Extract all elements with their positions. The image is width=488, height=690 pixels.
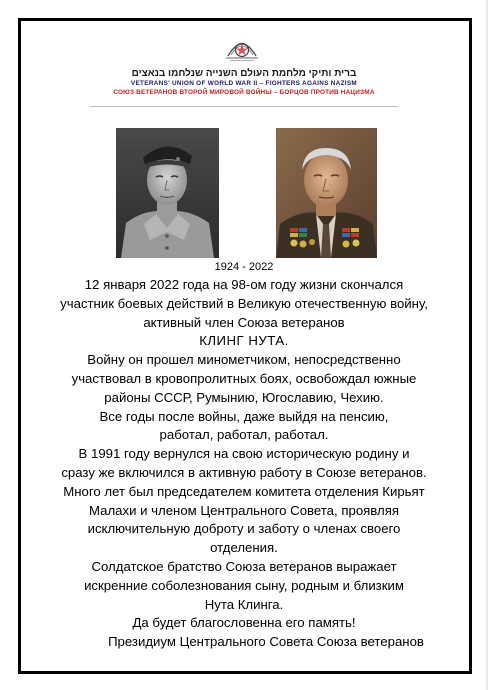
obituary-line: Солдатское братство Союза ветеранов выражает	[91, 558, 397, 574]
obituary-line: отделения.	[210, 540, 278, 556]
obituary-line: сразу же включился в активную работу в Союзе ветеранов.	[61, 464, 427, 480]
obituary-line: Все годы после войны, даже выйдя на пенсию,	[99, 408, 389, 424]
obituary-line: Нута Клинга.	[204, 596, 284, 612]
header-russian: СОЮЗ ВЕТЕРАНОВ ВТОРОЙ МИРОВОЙ ВОЙНЫ – БОРЦОВ ПРОТИВ НАЦИЗМА	[113, 89, 375, 96]
obituary-line: работал, работал, работал.	[159, 427, 329, 443]
portrait-young-soldier	[116, 128, 219, 258]
header-divider	[90, 106, 398, 107]
header-hebrew: ברית ותיקי מלחמת העולם השנייה שנלחמו בנאצים	[131, 68, 357, 79]
obituary-line: Войну он прошел минометчиком, непосредственно	[87, 352, 401, 368]
obituary-line: искренние соболезнования сыну, родным и близким	[84, 577, 404, 593]
obituary-line: В 1991 году вернулся на свою историческую родину и	[78, 446, 410, 462]
deceased-name: КЛИНГ НУТА.	[199, 333, 289, 349]
obituary-line: участвовал в кровопролитных боях, освобождал южные	[71, 370, 417, 386]
header-english: VETERANS' UNION OF WORLD WAR II – FIGHTERS AGAINS NAZISM	[130, 80, 358, 87]
obituary-line: участник боевых действий в Великую отечественную войну,	[60, 295, 428, 311]
life-years: 1924 - 2022	[214, 261, 274, 273]
obituary-line: активный член Союза ветеранов	[143, 314, 345, 330]
obituary-line: Малахи и членом Центрального Совета, проявляя	[89, 502, 399, 518]
obituary-text	[26, 260, 462, 652]
veterans-union-emblem-icon	[222, 34, 262, 64]
obituary-line: 12 января 2022 года на 98-ом году жизни скончался	[84, 277, 404, 292]
obituary-line: Да будет благословенна его память!	[132, 615, 356, 631]
obituary-line: районы СССР, Румынию, Югославию, Чехию.	[104, 389, 384, 405]
signature-line: Президиум Центрального Совета Союза ветеранов	[108, 634, 424, 650]
obituary-line: Много лет был председателем комитета отделения Кирьят	[63, 483, 425, 499]
portrait-elderly-veteran-with-medals	[276, 128, 377, 258]
obituary-line: исключительную доброту и заботу о членах своего	[87, 521, 401, 537]
